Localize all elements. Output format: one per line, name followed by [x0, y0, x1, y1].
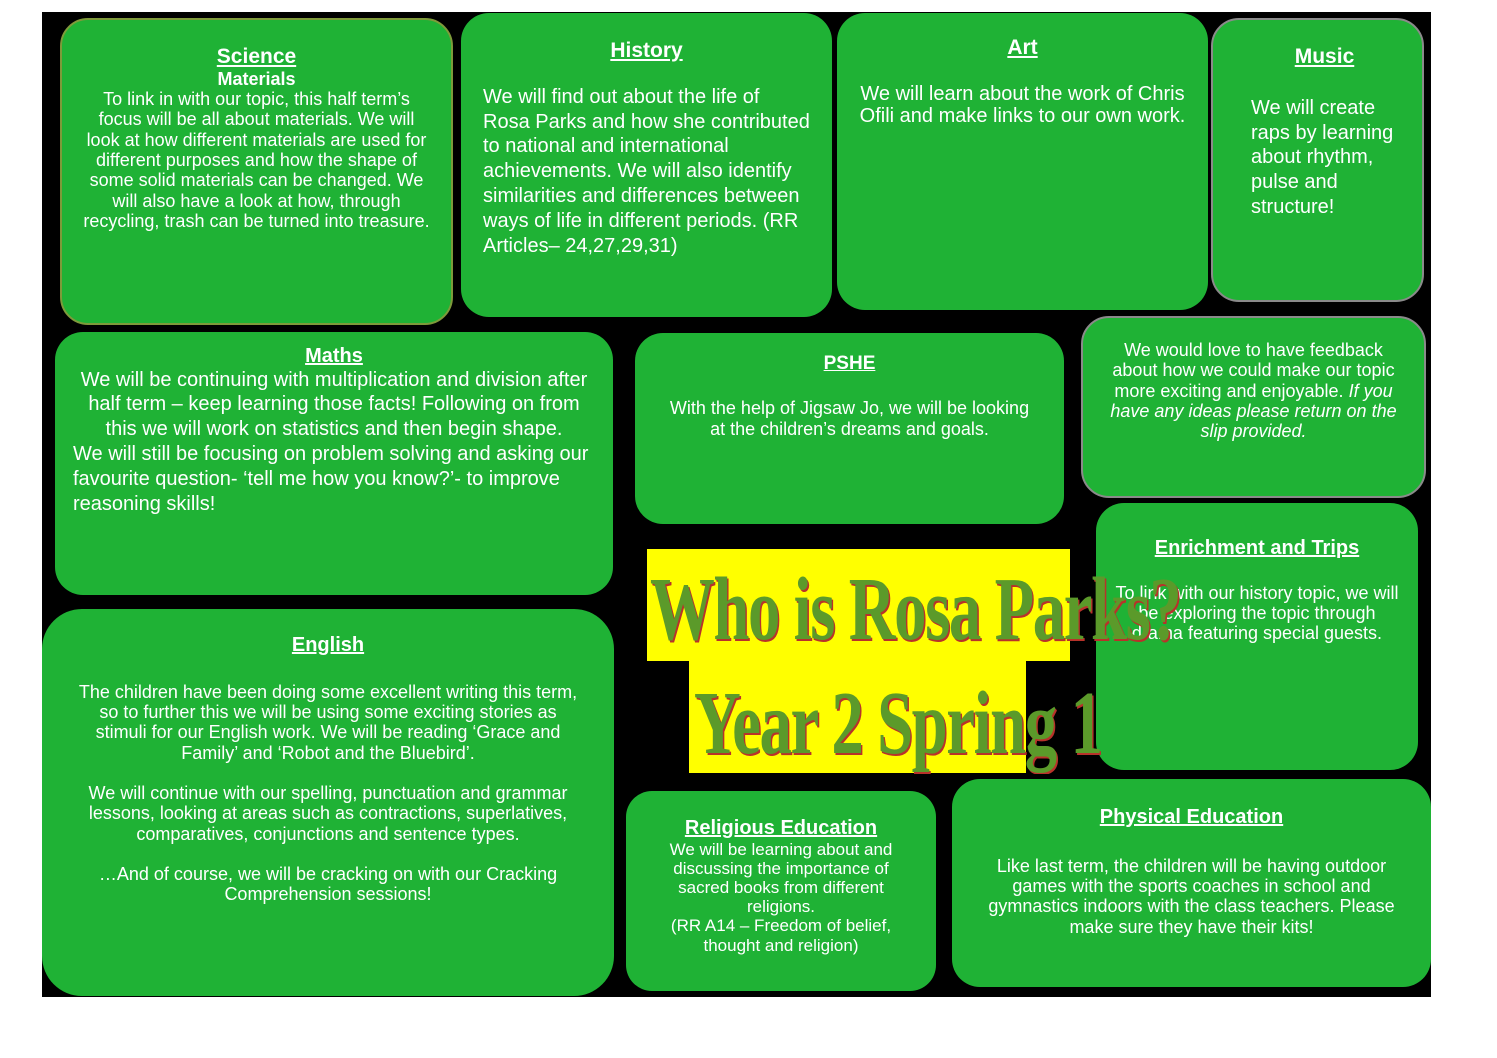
science-body: To link in with our topic, this half term’s focus will be all about materials. We will look at how different materials are used for different purposes and how the shape of some solid materials can be changed. We will also have a look at how, through recycling, trash can be turned into treasure.: [83, 89, 430, 232]
feedback-body: We would love to have feedback about how we could make our topic more exciting and enjoyable.: [1112, 340, 1395, 401]
feedback-box: [1081, 316, 1426, 498]
re-title: Religious Education: [684, 817, 878, 839]
feedback-text: [1103, 340, 1404, 442]
science-title: Science: [216, 45, 297, 68]
pe-title: Physical Education: [1099, 806, 1284, 828]
enrichment-title: Enrichment and Trips: [1154, 537, 1360, 559]
english-para-2: We will continue with our spelling, punctuation and grammar lessons, looking at areas such as contractions, superlatives, comparatives, conjunctions and sentence types.: [88, 782, 568, 844]
pshe-title: PSHE: [823, 353, 876, 374]
pe-body: Like last term, the children will be having outdoor games with the sports coaches in school and gymnastics indoors with the class teachers. Please make sure they have their kits!: [988, 855, 1395, 937]
english-box: [42, 609, 614, 996]
art-box: [837, 13, 1208, 310]
enrichment-body: To link with our history topic, we will be exploring the topic through drama featuring special guests.: [1115, 582, 1399, 644]
science-subtitle: Materials: [217, 68, 296, 89]
feedback-italic: If you have any ideas please return on the slip provided.: [1110, 380, 1397, 442]
pshe-body: With the help of Jigsaw Jo, we will be looking at the children’s dreams and goals.: [669, 398, 1030, 439]
maths-title: Maths: [305, 345, 363, 367]
religious-education-box: [626, 791, 936, 991]
history-title: History: [610, 39, 683, 62]
heading-line-2: Year 2 Spring 1: [694, 674, 1102, 773]
history-box: [461, 13, 832, 317]
re-note: (RR A14 – Freedom of belief, thought and religion): [670, 916, 892, 955]
music-box: [1211, 18, 1424, 302]
english-para-1: The children have been doing some excellent writing this term, so to further this we will be using some exciting stories as stimuli for our English work. We will be reading ‘Grace and Family’ and ‘Robot and the Bluebird’.: [78, 681, 578, 763]
pshe-box: [635, 333, 1064, 524]
art-title: Art: [1007, 36, 1038, 59]
english-title: English: [291, 634, 365, 656]
physical-education-box: [952, 779, 1431, 987]
maths-box: [55, 332, 613, 595]
maths-body-2: We will still be focusing on problem solving and asking our favourite question- ‘tell me how you know?’- to improve reasoning skills!: [73, 442, 589, 515]
art-body: We will learn about the work of Chris Ofili and make links to our own work.: [859, 82, 1186, 128]
science-box: [60, 18, 453, 325]
music-body: We will create raps by learning about rhythm, pulse and structure!: [1251, 96, 1394, 218]
history-body: We will find out about the life of Rosa Parks and how she contributed to national and international achievements. We will also identify similarities and differences between ways of life in different periods. (RR Articles– 24,27,29,31): [483, 85, 810, 257]
english-para-3: …And of course, we will be cracking on with our Cracking Comprehension sessions!: [98, 863, 558, 905]
music-title: Music: [1294, 45, 1355, 68]
heading-line-1: Who is Rosa Parks?: [650, 560, 1181, 659]
maths-body-1: We will be continuing with multiplication and division after half term – keep learning those facts! Following on from this we will work on statistics and then begin shape.: [80, 368, 588, 441]
re-body: We will be learning about and discussing the importance of sacred books from different religions.: [669, 839, 893, 917]
